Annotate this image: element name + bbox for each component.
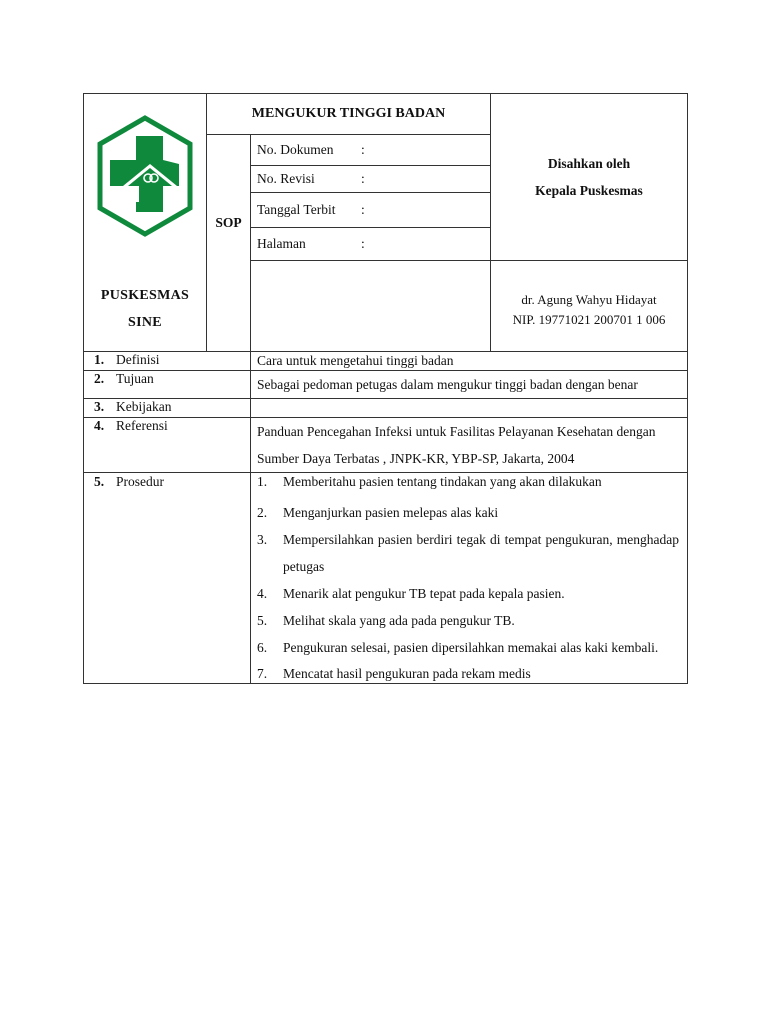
section-title: Prosedur <box>116 474 164 489</box>
approval-cell <box>491 94 688 261</box>
signer-nip: NIP. 19771021 200701 1 006 <box>512 312 666 327</box>
step-text: Mencatat hasil pengukuran pada rekam medis <box>283 666 531 681</box>
field-label: No. Revisi <box>257 171 315 186</box>
section-label <box>84 418 251 473</box>
organization-line-2: SINE <box>128 315 162 330</box>
signer-name: dr. Agung Wahyu Hidayat <box>521 292 657 307</box>
document-title: MENGUKUR TINGGI BADAN <box>207 94 491 135</box>
section-content <box>251 399 688 418</box>
list-item <box>257 499 679 526</box>
step-number: 7. <box>257 666 268 681</box>
procedure-list <box>257 473 679 683</box>
blank-cell <box>251 261 491 352</box>
field-no-revisi <box>251 166 491 193</box>
section-number: 1. <box>94 352 105 367</box>
sop-document <box>83 93 687 684</box>
header-table <box>83 93 688 352</box>
logo-cell <box>84 94 207 352</box>
step-number: 6. <box>257 640 268 655</box>
section-content: Panduan Pencegahan Infeksi untuk Fasilitas Pelayanan Kesehatan dengan Sumber Daya Terbatas , JNPK-KR, YBP-SP, Jakarta, 2004 <box>251 418 688 473</box>
field-separator: : <box>361 171 365 186</box>
section-title: Kebijakan <box>116 399 172 414</box>
section-label <box>84 399 251 418</box>
organization-line-1: PUSKESMAS <box>100 288 190 303</box>
step-text: Memberitahu pasien tentang tindakan yang akan dilakukan <box>283 474 602 489</box>
field-no-dokumen <box>251 135 491 166</box>
section-content: Cara untuk mengetahui tinggi badan <box>251 352 688 371</box>
list-item <box>257 634 679 661</box>
field-separator: : <box>361 142 365 157</box>
section-title: Definisi <box>116 352 160 367</box>
section-label <box>84 352 251 371</box>
list-item <box>257 526 679 580</box>
step-text: Menganjurkan pasien melepas alas kaki <box>283 505 499 520</box>
sop-label: SOP <box>215 215 242 230</box>
list-item <box>257 473 679 491</box>
table-row <box>84 399 688 418</box>
section-number: 5. <box>94 474 105 489</box>
table-row <box>84 352 688 371</box>
step-text: Pengukuran selesai, pasien dipersilahkan memakai alas kaki kembali. <box>283 640 659 655</box>
approval-line-2: Kepala Puskesmas <box>535 183 643 198</box>
field-label: Halaman <box>257 236 306 251</box>
field-tanggal-terbit <box>251 193 491 228</box>
signature-cell <box>491 261 688 352</box>
procedure-list-cell <box>251 473 688 684</box>
section-label <box>84 473 251 684</box>
puskesmas-logo-icon <box>95 114 195 238</box>
section-title: Referensi <box>116 418 168 433</box>
list-item <box>257 607 679 634</box>
section-content: Sebagai pedoman petugas dalam mengukur tinggi badan dengan benar <box>251 371 688 399</box>
list-item <box>257 580 679 607</box>
table-row <box>84 371 688 399</box>
step-number: 1. <box>257 474 268 489</box>
section-number: 4. <box>94 418 105 433</box>
list-item <box>257 665 679 683</box>
step-number: 5. <box>257 613 268 628</box>
step-number: 3. <box>257 532 268 547</box>
field-label: No. Dokumen <box>257 142 334 157</box>
section-number: 3. <box>94 399 105 414</box>
step-number: 2. <box>257 505 268 520</box>
step-text: Mempersilahkan pasien berdiri tegak di tempat pengukuran, menghadap petugas <box>283 532 679 574</box>
section-title: Tujuan <box>116 371 154 386</box>
field-separator: : <box>361 236 365 251</box>
approval-line-1: Disahkan oleh <box>547 156 631 171</box>
organization-name <box>84 282 206 336</box>
step-text: Menarik alat pengukur TB tepat pada kepala pasien. <box>283 586 565 601</box>
content-table <box>83 351 688 684</box>
field-halaman <box>251 228 491 261</box>
table-row <box>84 418 688 473</box>
field-separator: : <box>361 202 365 217</box>
sop-label-cell <box>207 135 251 352</box>
step-number: 4. <box>257 586 268 601</box>
step-text: Melihat skala yang ada pada pengukur TB. <box>283 613 515 628</box>
section-label <box>84 371 251 399</box>
table-row <box>84 473 688 684</box>
field-label: Tanggal Terbit <box>257 202 336 217</box>
section-number: 2. <box>94 371 105 386</box>
